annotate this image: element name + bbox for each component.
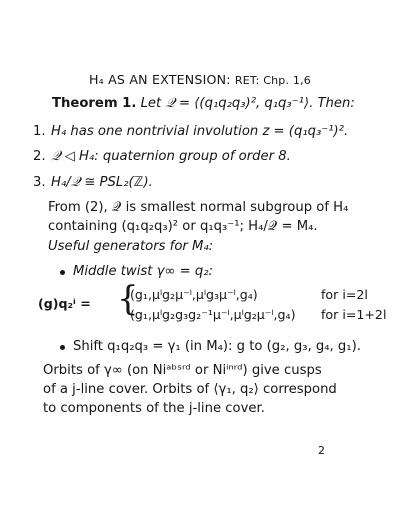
theorem-label: Theorem 1.	[52, 96, 137, 111]
slide-title	[89, 72, 311, 89]
item-number-1: 1.	[33, 124, 46, 139]
item-number-2: 2.	[33, 149, 46, 164]
page-number: 2	[318, 444, 325, 457]
item-number-3: 3.	[33, 175, 46, 190]
formula-case1: (g₁,μˡg₂μ⁻ˡ,μˡg₃μ⁻ˡ,g₄)	[130, 287, 258, 302]
paragraph2-line3: to components of the j-line cover.	[43, 401, 265, 416]
paragraph1-line1: From (2), 𝒬 is smallest normal subgroup of H₄	[48, 200, 349, 215]
bullet-dot-2	[60, 345, 65, 350]
paragraph1-line2: containing (q₁q₂q₃)² or q₁q₃⁻¹; H₄/𝒬 = M₄.	[48, 219, 318, 234]
formula-case2: (g₁,μˡg₂g₃g₂⁻¹μ⁻ˡ,μˡg₂μ⁻ˡ,g₄)	[130, 307, 296, 322]
theorem-statement: Let 𝒬 = ⟨(q₁q₂q₃)², q₁q₃⁻¹⟩. Then:	[140, 96, 355, 111]
item-text-2: 𝒬 ◁ H₄: quaternion group of order 8.	[51, 149, 291, 164]
paragraph2-line1: Orbits of γ∞ (on Niᵃᵇˢʳᵈ or Niⁱⁿʳᵈ) give cusps	[43, 363, 322, 378]
title-reference: RET: Chp. 1,6	[234, 74, 311, 87]
theorem-line	[52, 96, 355, 112]
formula-lhs: (g)q₂ⁱ =	[38, 296, 91, 311]
formula-brace: {	[117, 279, 139, 319]
item-text-3: H₄/𝒬 ≅ PSL₂(ℤ).	[51, 175, 153, 190]
formula-case1-condition: for i=2l	[321, 287, 368, 302]
item-text-1: H₄ has one nontrivial involution z = (q₁q₃⁻¹)².	[51, 124, 349, 139]
title-main: H₄ AS AN EXTENSION:	[89, 72, 231, 87]
formula-case2-condition: for i=1+2l	[321, 307, 387, 322]
paragraph1-line3: Useful generators for M₄:	[48, 239, 214, 254]
paragraph2-line2: of a j-line cover. Orbits of ⟨γ₁, q₂⟩ correspond	[43, 382, 337, 397]
bullet-dot-1	[60, 270, 65, 275]
bullet1-text: Middle twist γ∞ = q₂:	[73, 264, 213, 279]
bullet2-text: Shift q₁q₂q₃ = γ₁ (in M₄): g to (g₂, g₃, g₄, g₁).	[73, 339, 361, 354]
